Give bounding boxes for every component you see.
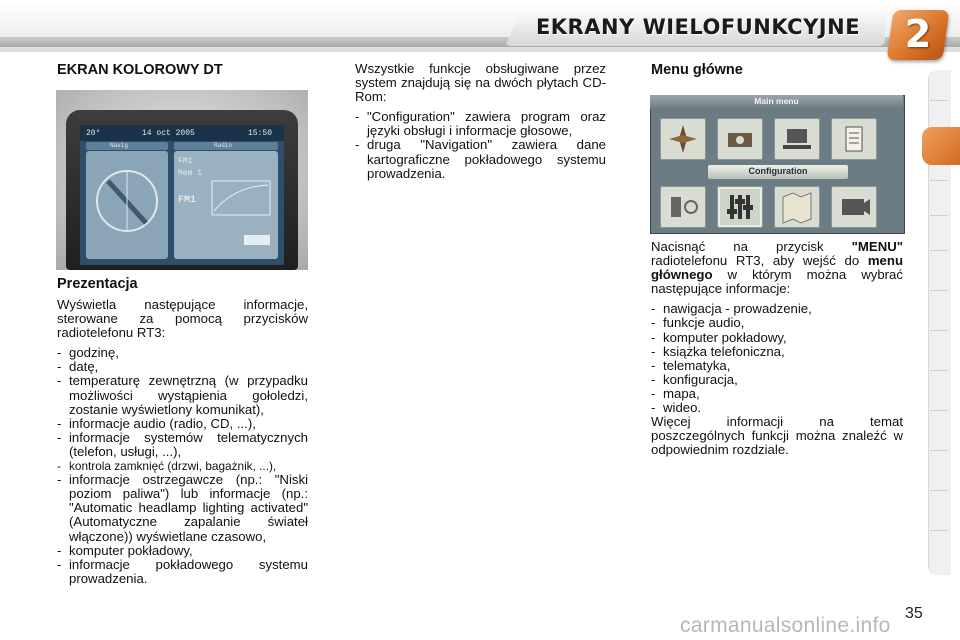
list-item: - godzinę,: [57, 346, 308, 360]
chapter-tab-divider: [930, 450, 948, 451]
cdrom-intro: Wszystkie funkcje obsługiwane przez system znajdują się na dwóch płytach CD-Rom:: [355, 61, 606, 105]
presentation-list: [57, 346, 308, 586]
display-temperature: 20°: [86, 129, 101, 138]
chapter-tab-divider: [930, 215, 948, 216]
chapter-number: 2: [904, 12, 932, 56]
presentation-intro: Wyświetla następujące informacje, sterowane za pomocą przycisków radiotelefonu RT3:: [57, 297, 308, 341]
video-camera-icon: [832, 187, 876, 227]
menu-item-audio: [717, 118, 763, 160]
main-menu-title: Main menu: [754, 96, 799, 106]
intro-text: w którym można wybrać następujące informacje:: [651, 267, 903, 297]
menu-item-navigation: [660, 118, 706, 160]
display-screen: [80, 125, 284, 265]
list-item: - konfiguracja,: [651, 373, 903, 387]
list-item: - informacje audio (radio, CD, ...),: [57, 417, 308, 431]
list-item: - telematyka,: [651, 359, 903, 373]
menu-key-label: "MENU": [851, 239, 903, 254]
section-heading-color-screen: EKRAN KOLOROWY DT: [57, 62, 223, 78]
phonebook-icon: [832, 119, 876, 159]
main-menu-term: menu głównego: [651, 253, 903, 283]
main-menu-list: [651, 302, 903, 415]
list-item: - nawigacja - prowadzenie,: [651, 302, 903, 316]
compass-icon: [86, 151, 168, 259]
list-item: - datę,: [57, 360, 308, 374]
list-item: - komputer pokładowy,: [651, 331, 903, 345]
chapter-tab-divider: [930, 180, 948, 181]
cdrom-list: [355, 110, 606, 180]
chapter-tab-divider: [930, 490, 948, 491]
chapter-tab-divider: [930, 330, 948, 331]
list-item: - funkcje audio,: [651, 316, 903, 330]
menu-item-configuration[interactable]: [717, 186, 763, 228]
list-item: - druga "Navigation" zawiera dane kartograficzne pokładowego systemu prowadzenia.: [355, 138, 606, 180]
main-menu-outro: Więcej informacji na temat poszczególnych funkcji można znaleźć w odpowiednim rozdziale.: [651, 414, 903, 458]
chapter-tab-divider: [930, 100, 948, 101]
navigation-compass-icon: [661, 119, 705, 159]
list-item: - informacje pokładowego systemu prowadzenia.: [57, 558, 308, 586]
intro-text: Nacisnąć na przycisk: [651, 239, 852, 254]
main-menu-intro: [651, 240, 903, 296]
chapter-tab-active[interactable]: [922, 127, 960, 165]
laptop-icon: [775, 119, 819, 159]
menu-item-directory: [831, 118, 877, 160]
audio-speaker-icon: [718, 119, 762, 159]
list-item: - informacje systemów telematycznych (telefon, usługi, ...),: [57, 431, 308, 459]
display-radio-panel: [174, 151, 278, 259]
intro-text: radiotelefonu RT3, aby wejść do: [651, 253, 868, 269]
display-radio-band: FM1: [178, 157, 193, 166]
cdrom-text: [355, 62, 606, 181]
sliders-icon: [718, 187, 762, 227]
list-item: - "Configuration" zawiera program oraz języki obsługi i informacje głosowe,: [355, 110, 606, 138]
menu-selected-label: Configuration: [748, 166, 808, 176]
list-item: - kontrola zamknięć (drzwi, bagażnik, ...),: [57, 459, 308, 473]
list-item: - mapa,: [651, 387, 903, 401]
page-title: EKRANY WIELOFUNKCYJNE: [535, 15, 861, 39]
section-heading-main-menu: Menu główne: [651, 62, 743, 78]
page-number: 35: [905, 605, 923, 622]
menu-item-video: [831, 186, 877, 228]
display-date: 14 oct 2005: [142, 129, 195, 138]
display-map-panel: [86, 151, 168, 259]
list-item: - informacje ostrzegawcze (np.: "Niski poziom paliwa") lub informacje (np.: "Automatic headlamp lighting activated" (Automatyczne zapalanie świateł włączone)) wyświetlane czasowo,: [57, 473, 308, 543]
list-item: - temperaturę zewnętrzną (w przypadku możliwości wystąpienia gołoledzi, zostanie wyświetlony komunikat),: [57, 374, 308, 416]
list-item: - wideo.: [651, 401, 903, 415]
list-item: - komputer pokładowy,: [57, 544, 308, 558]
main-menu-text: [651, 240, 903, 463]
map-icon: [775, 187, 819, 227]
chapter-tab-divider: [930, 410, 948, 411]
list-item: - książka telefoniczna,: [651, 345, 903, 359]
section-heading-presentation: Prezentacja: [57, 276, 138, 292]
chapter-tab-divider: [930, 370, 948, 371]
chapter-tab-divider: [930, 250, 948, 251]
presentation-text: [57, 298, 308, 586]
chapter-tab-divider: [930, 290, 948, 291]
menu-item-trip-computer: [774, 118, 820, 160]
chapter-tab-divider: [930, 530, 948, 531]
watermark: carmanualsonline.info: [680, 614, 891, 637]
menu-item-map: [774, 186, 820, 228]
display-clock: 15:50: [248, 129, 273, 138]
menu-item-telematics: [660, 186, 706, 228]
display-radio-station: FM1: [178, 195, 197, 206]
display-tab-navig-label: Navig: [110, 142, 129, 149]
telematics-icon: [661, 187, 705, 227]
display-tab-radio-label: Radio: [214, 142, 233, 149]
display-radio-preset: Mem 1: [178, 169, 203, 178]
